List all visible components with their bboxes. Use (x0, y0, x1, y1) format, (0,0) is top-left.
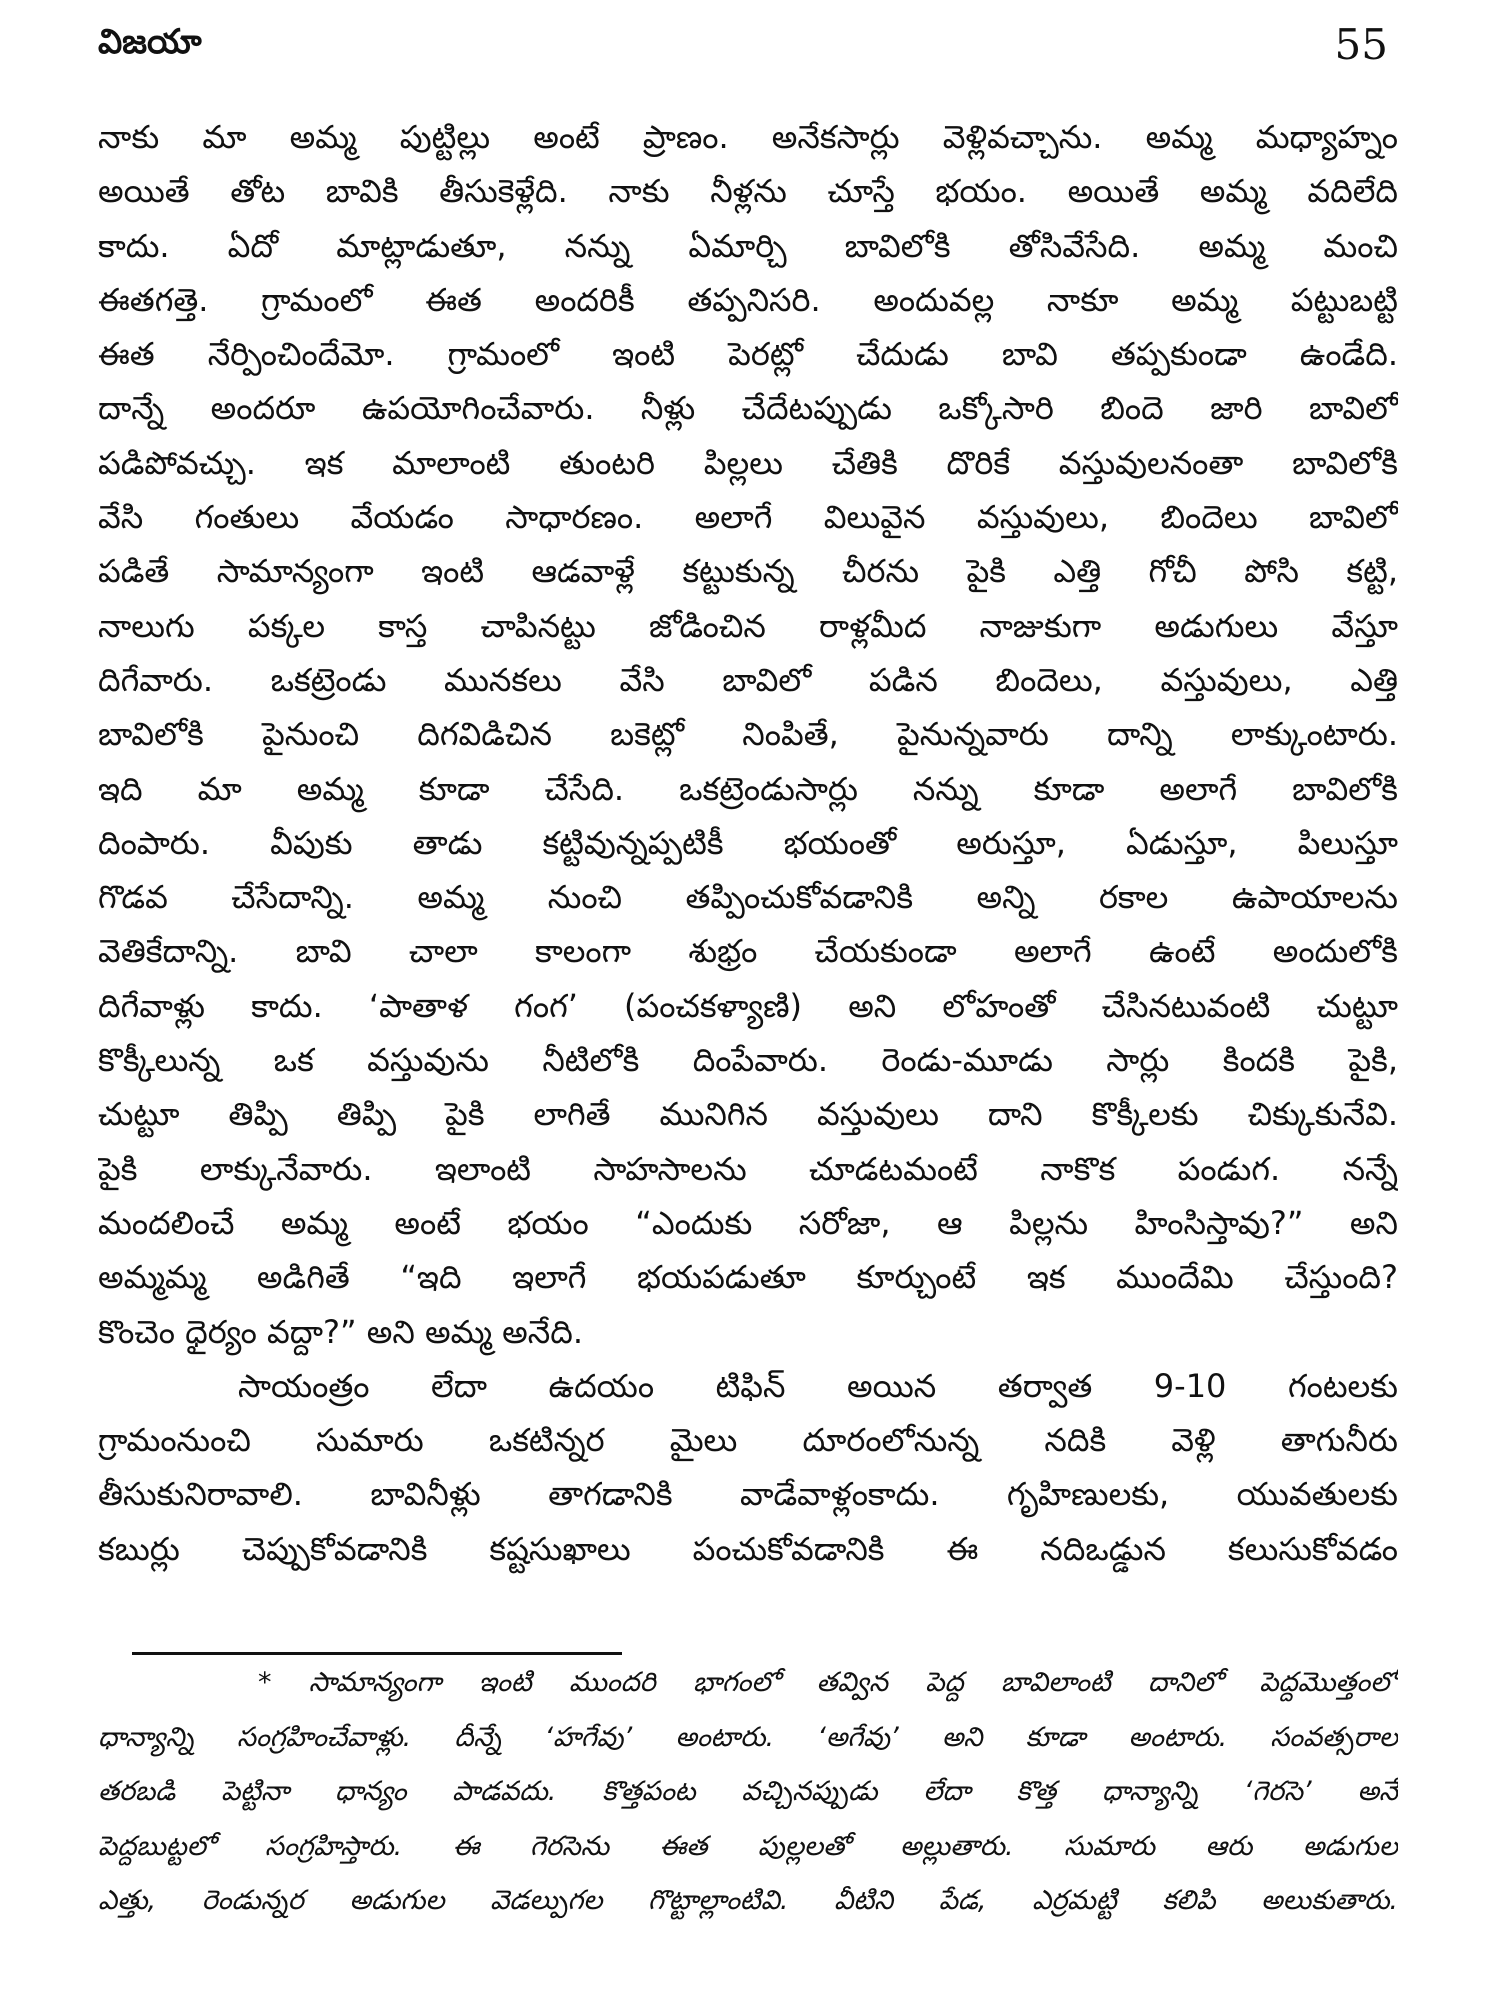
body-line: మందలించే అమ్మ అంటే భయం “ఎందుకు సరోజా, ఆ పిల్లను హింసిస్తావు?” అని (98, 1203, 1398, 1242)
page-number: 55 (1334, 20, 1388, 69)
body-line: వెతికేదాన్ని. బావి చాలా కాలంగా శుభ్రం చేయకుండా అలాగే ఉంటే అందులోకి (98, 932, 1398, 971)
body-line: తీసుకునిరావాలి. బావినీళ్లు తాగడానికి వాడేవాళ్లంకాదు. గృహిణులకు, యువతులకు (98, 1475, 1398, 1514)
footnote-line: * సామాన్యంగా ఇంటి ముందరి భాగంలో తవ్విన పెద్ద బావిలాంటి దానిలో పెద్దమొత్తంలో (258, 1667, 1398, 1698)
footnote-line: పెద్దబుట్టలో సంగ్రహిస్తారు. ఈ గెరసెను ఈత పుల్లలతో అల్లుతారు. సుమారు ఆరు అడుగుల (98, 1830, 1398, 1862)
body-line: గొడవ చేసేదాన్ని. అమ్మ నుంచి తప్పించుకోవడానికి అన్ని రకాల ఉపాయాలను (98, 878, 1398, 917)
body-line: బావిలోకి పైనుంచి దిగవిడిచిన బకెట్లో నింపితే, పైనున్నవారు దాన్ని లాక్కుంటారు. (98, 715, 1398, 754)
footnote-line: తరబడి పెట్టినా ధాన్యం పాడవదు. కొత్తపంట వచ్చినప్పుడు లేదా కొత్త ధాన్యాన్ని ‘గెరసె’ అనే (98, 1776, 1398, 1807)
footnote (98, 1656, 1398, 1929)
body-line: కాదు. ఏదో మాట్లాడుతూ, నన్ను ఏమార్చి బావిలోకి తోసివేసేది. అమ్మ మంచి (98, 226, 1398, 265)
body-line: కొక్కీలున్న ఒక వస్తువును నీటిలోకి దింపేవారు. రెండు-మూడు సార్లు కిందకి పైకి, (98, 1041, 1398, 1080)
body-line: కబుర్లు చెప్పుకోవడానికి కష్టసుఖాలు పంచుకోవడానికి ఈ నదిఒడ్డున కలుసుకోవడం (98, 1529, 1398, 1568)
paragraph-start-line: సాయంత్రం లేదా ఉదయం టిఫిన్ అయిన తర్వాత 9-10 గంటలకు (238, 1366, 1398, 1405)
body-line: పడిపోవచ్చు. ఇక మాలాంటి తుంటరి పిల్లలు చేతికి దొరికే వస్తువులనంతా బావిలోకి (98, 443, 1398, 482)
body-line: గ్రామంనుంచి సుమారు ఒకటిన్నర మైలు దూరంలోనున్న నదికి వెళ్లి తాగునీరు (98, 1421, 1398, 1460)
body-line: ఈత నేర్పించిందేమో. గ్రామంలో ఇంటి పెరట్లో చేదుడు బావి తప్పకుండా ఉండేది. (98, 335, 1398, 374)
footnote-line: ధాన్యాన్ని సంగ్రహించేవాళ్లు. దీన్నే ‘హగేవు’ అంటారు. ‘అగేవు’ అని కూడా అంటారు. సంవత్సరాల (98, 1721, 1398, 1753)
footnote-line: ఎత్తు, రెండున్నర అడుగుల వెడల్పుగల గొట్టాల్లాంటివి. వీటిని పేడ, ఎర్రమట్టి కలిపి అలుకుతారు. (98, 1885, 1398, 1916)
running-header-chapter: విజయా (98, 22, 202, 62)
body-line: ఇది మా అమ్మ కూడా చేసేది. ఒకట్రెండుసార్లు నన్ను కూడా అలాగే బావిలోకి (98, 769, 1398, 808)
body-line: పైకి లాక్కునేవారు. ఇలాంటి సాహసాలను చూడటమంటే నాకొక పండుగ. నన్నే (98, 1149, 1398, 1188)
body-line: అయితే తోట బావికి తీసుకెళ్లేది. నాకు నీళ్లను చూస్తే భయం. అయితే అమ్మ వదిలేది (98, 172, 1398, 211)
body-line: దిగేవారు. ఒకట్రెండు మునకలు వేసి బావిలో పడిన బిందెలు, వస్తువులు, ఎత్తి (98, 660, 1398, 699)
body-line: వేసి గంతులు వేయడం సాధారణం. అలాగే విలువైన వస్తువులు, బిందెలు బావిలో (98, 498, 1398, 537)
body-line: దింపారు. వీపుకు తాడు కట్టివున్నప్పటికీ భయంతో అరుస్తూ, ఏడుస్తూ, పిలుస్తూ (98, 823, 1398, 862)
body-text (98, 110, 1398, 1576)
footnote-divider (132, 1652, 622, 1655)
body-line: కొంచెం ధైర్యం వద్దా?” అని అమ్మ అనేది. (98, 1312, 583, 1351)
body-line: అమ్మమ్మ అడిగితే “ఇది ఇలాగే భయపడుతూ కూర్చుంటే ఇక ముందేమి చేస్తుంది? (98, 1258, 1398, 1297)
body-line: నాలుగు పక్కల కాస్త చాపినట్టు జోడించిన రాళ్లమీద నాజుకుగా అడుగులు వేస్తూ (98, 606, 1398, 645)
body-line: ఈతగత్తె. గ్రామంలో ఈత అందరికీ తప్పనిసరి. అందువల్ల నాకూ అమ్మ పట్టుబట్టి (98, 280, 1398, 319)
body-line: దిగేవాళ్లు కాదు. ‘పాతాళ గంగ’ (పంచకళ్యాణి) అని లోహంతో చేసినటువంటి చుట్టూ (98, 986, 1398, 1025)
body-line: పడితే సామాన్యంగా ఇంటి ఆడవాళ్లే కట్టుకున్న చీరను పైకి ఎత్తి గోచీ పోసి కట్టి, (98, 552, 1398, 591)
body-line: నాకు మా అమ్మ పుట్టిల్లు అంటే ప్రాణం. అనేకసార్లు వెళ్లివచ్చాను. అమ్మ మధ్యాహ్నం (98, 118, 1398, 156)
body-line: దాన్నే అందరూ ఉపయోగించేవారు. నీళ్లు చేదేటప్పుడు ఒక్కోసారి బిందె జారి బావిలో (98, 389, 1398, 428)
body-line: చుట్టూ తిప్పి తిప్పి పైకి లాగితే మునిగిన వస్తువులు దాని కొక్కీలకు చిక్కుకునేవి. (98, 1095, 1398, 1134)
